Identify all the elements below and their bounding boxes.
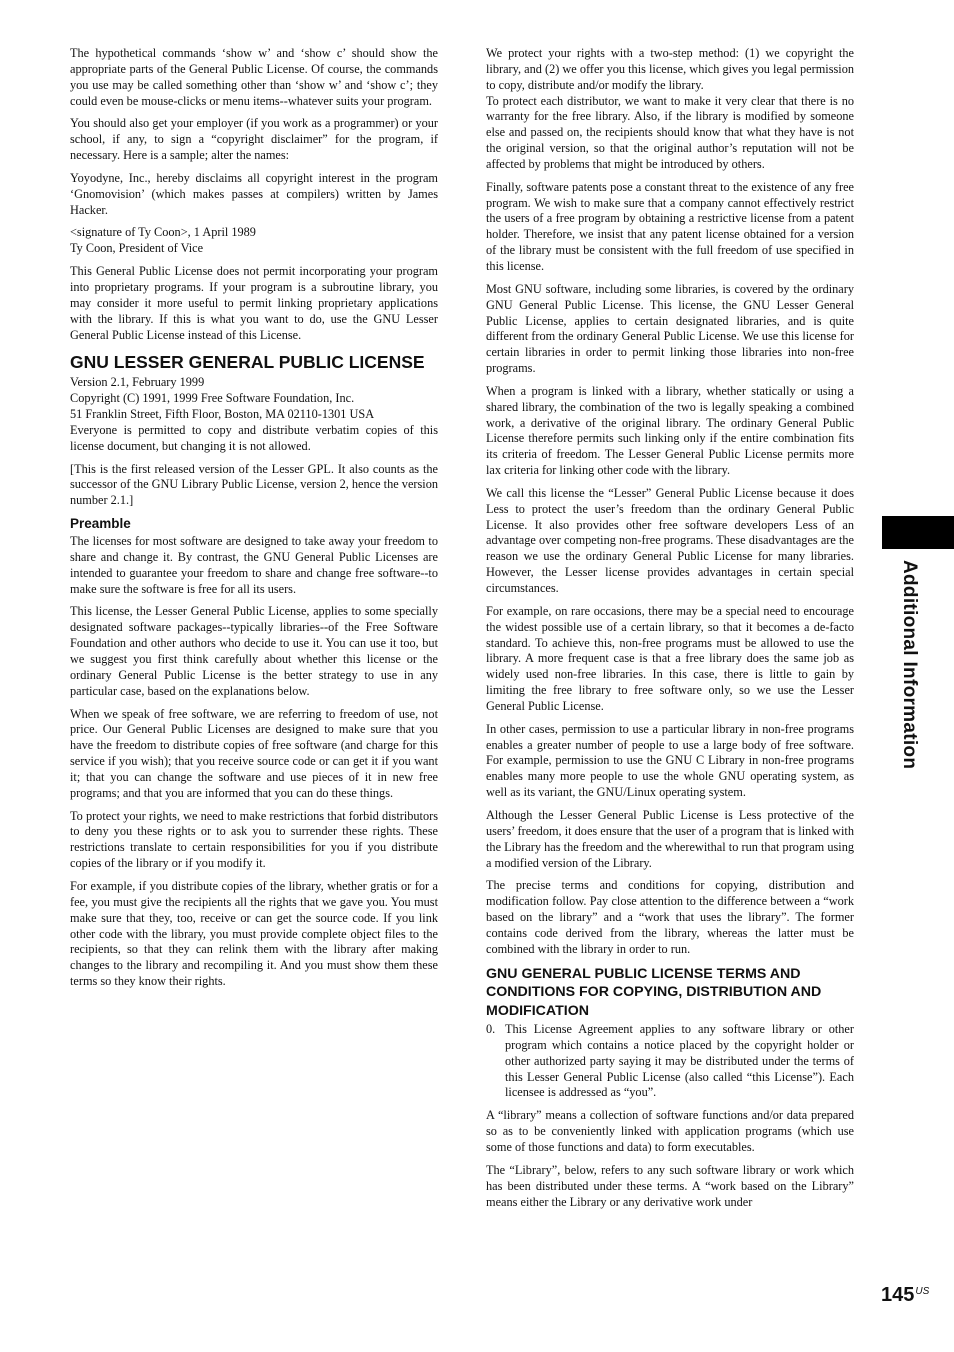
paragraph: To protect each distributor, we want to make it very clear that there is no warranty for the free library. Also, if the library is modified by someone else and passed on, the recipients should know that what they have is not the original version, so that the original author’s reputation will not be affected by problems that might be introduced by others. bbox=[486, 93, 854, 171]
permission-line: Everyone is permitted to copy and distribute verbatim copies of this license document, but changing it is not allowed. bbox=[70, 422, 438, 453]
page-region: US bbox=[915, 1286, 930, 1297]
right-column bbox=[486, 46, 854, 1217]
paragraph: You should also get your employer (if you work as a programmer) or your school, if any, to sign a “copyright disclaimer” for the program, if necessary. Here is a sample; alter the names: bbox=[70, 116, 438, 163]
left-column bbox=[70, 46, 438, 997]
address-line: 51 Franklin Street, Fifth Floor, Boston, MA 02110-1301 USA bbox=[70, 407, 375, 422]
numbered-item-0 bbox=[486, 1022, 854, 1101]
paragraph: To protect your rights, we need to make restrictions that forbid distributors to deny you these rights or to ask you to surrender these rights. These restrictions translate to certain responsibilities for you if you distribute copies of the library or if you modify it. bbox=[70, 808, 438, 871]
paragraph: Although the Lesser General Public License is Less protective of the users’ freedom, it does ensure that the user of a program that is linked with the Library has the freedom and the wherewithal to run that program using a modified version of the Library. bbox=[486, 807, 854, 870]
paragraph: For example, if you distribute copies of the library, whether gratis or for a fee, you must give the recipients all the rights that we gave you. You must make sure that they, too, receive or can get the source code. If you link other code with the library, you must provide complete object files to the recipients, so that they can relink them with the library after making changes to the library and recompiling it. And you must show them these terms so they know their rights. bbox=[70, 878, 438, 989]
section-heading-lgpl: GNU LESSER GENERAL PUBLIC LICENSE bbox=[70, 352, 425, 373]
signature-line: <signature of Ty Coon>, 1 April 1989 bbox=[70, 225, 256, 240]
item-text: This License Agreement applies to any software library or other program which contains a notice placed by the copyright holder or other authorized party saying it may be distributed under the terms of this Lesser General Public License (also called “this License”). Each licensee is addressed as “you”. bbox=[505, 1022, 854, 1100]
paragraph: When we speak of free software, we are referring to freedom of use, not price. Our General Public Licenses are designed to make sure that you have the freedom to distribute copies of free software (and charge for this service if you wish); that you receive source code or can get it if you want it; that you can change the software and use pieces of it in new free programs; and that you are informed that you can do these things. bbox=[70, 706, 438, 800]
paragraph: A “library” means a collection of software functions and/or data prepared so as to be conveniently linked with application programs (which use some of those functions and data) to form executables. bbox=[486, 1108, 854, 1154]
paragraph: For example, on rare occasions, there may be a special need to encourage the widest possible use of a certain library, so that it becomes a de-facto standard. To achieve this, non-free programs must be allowed to use the library. A more frequent case is that a free library does the same job as widely used non-free libraries. In this case, there is little to gain by limiting the free library to free software only, so we use the Lesser General Public License. bbox=[486, 603, 854, 713]
copyright-line: Copyright (C) 1991, 1999 Free Software Foundation, Inc. bbox=[70, 391, 355, 406]
paragraph: Most GNU software, including some libraries, is covered by the ordinary GNU General Public License. This license, the GNU Lesser General Public License, applies to certain designated libraries, and is quite different from the ordinary General Public License. We use this license for certain libraries in order to permit linking those libraries into non-free programs. bbox=[486, 281, 854, 376]
version-line: Version 2.1, February 1999 bbox=[70, 375, 205, 390]
paragraph: The licenses for most software are designed to take away your freedom to share and change it. By contrast, the GNU General Public Licenses are intended to guarantee your freedom to share and change free software--to make sure the software is free for all its users. bbox=[70, 534, 438, 596]
subheading-preamble: Preamble bbox=[70, 516, 131, 532]
item-number: 0. bbox=[486, 1022, 496, 1037]
paragraph: Yoyodyne, Inc., hereby disclaims all copyright interest in the program ‘Gnomovision’ (which makes passes at compilers) written by James Hacker. bbox=[70, 170, 438, 217]
paragraph: Finally, software patents pose a constant threat to the existence of any free program. We wish to make sure that a company cannot effectively restrict the users of a free program by obtaining a restrictive license from a patent holder. Therefore, we insist that any patent license obtained for a version of the library must be consistent with the full freedom of use specified in this license. bbox=[486, 179, 854, 273]
paragraph: The hypothetical commands ‘show w’ and ‘show c’ should show the appropriate parts of the General Public License. Of course, the commands you use may be called something other than ‘show w’ and ‘show c’; they could even be mouse-clicks or menu items--whatever suits your program. bbox=[70, 46, 438, 108]
paragraph: [This is the first released version of the Lesser GPL. It also counts as the successor of the GNU Library Public License, version 2, hence the version number 2.1.] bbox=[70, 461, 438, 508]
paragraph: The precise terms and conditions for copying, distribution and modification follow. Pay close attention to the difference between a “work based on the library” and a “work that uses the library”. The former contains code derived from the library, whereas the latter must be combined with the library in order to run. bbox=[486, 878, 854, 956]
section-heading-terms: GNU GENERAL PUBLIC LICENSE TERMS AND CONDITIONS FOR COPYING, DISTRIBUTION AND MODIFICATION bbox=[486, 965, 822, 1019]
paragraph: This General Public License does not permit incorporating your program into proprietary programs. If your program is a subroutine library, you may consider it more useful to permit linking proprietary applications with the library. If this is what you want to do, use the GNU Lesser General Public License instead of this License. bbox=[70, 264, 438, 342]
page-number-value: 145 bbox=[881, 1284, 915, 1306]
section-tab-label: Additional Information bbox=[899, 560, 920, 770]
paragraph: When a program is linked with a library, whether statically or using a shared library, the combination of the two is legally speaking a combined work, a derivative of the original library. The ordinary General Public License therefore permits such linking only if the entire combination fits its criteria of freedom. The Lesser General Public License permits more lax criteria for linking other code with the library. bbox=[486, 383, 854, 478]
page-number bbox=[881, 1284, 929, 1307]
paragraph: This license, the Lesser General Public License, applies to some specially designated software packages--typically libraries--of the Free Software Foundation and other authors who decide to use it. You can use it too, but we suggest you first think carefully about whether this license or the ordinary General Public License is the better strategy to use in any particular case, based on the explanations below. bbox=[70, 604, 438, 698]
signature-title: Ty Coon, President of Vice bbox=[70, 241, 204, 256]
paragraph: We call this license the “Lesser” General Public License because it does Less to protect the user’s freedom than the ordinary General Public License. It also provides other free software developers Less of an advantage over competing non-free programs. These disadvantages are the reason we use the ordinary General Public License for many libraries. However, the Lesser license provides advantages in certain special circumstances. bbox=[486, 485, 854, 595]
section-tab-marker bbox=[882, 516, 954, 549]
paragraph: We protect your rights with a two-step method: (1) we copyright the library, and (2) we offer you this license, which gives you legal permission to copy, distribute and/or modify the library. bbox=[486, 46, 854, 92]
paragraph: The “Library”, below, refers to any such software library or work which has been distributed under these terms. A “work based on the Library” means either the Library or any derivative work under bbox=[486, 1162, 854, 1209]
paragraph: In other cases, permission to use a particular library in non-free programs enables a greater number of people to use a large body of free software. For example, permission to use the GNU C Library in non-free programs enables many more people to use the whole GNU operating system, as well as its variant, the GNU/Linux operating system. bbox=[486, 721, 854, 800]
